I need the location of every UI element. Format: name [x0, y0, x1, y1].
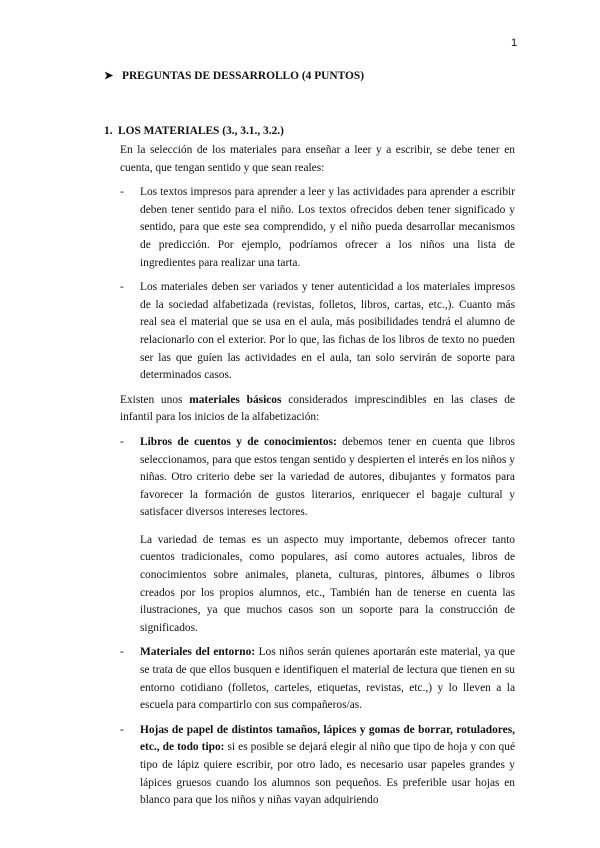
list-dash: - — [120, 646, 124, 659]
list-item — [120, 279, 515, 385]
list-item-text: debemos tener en cuenta que libros seleccionamos, para que estos tengan sentido y despierten el interés en los niños y niñas. Otro criterio debe ser la variedad de autores, dibujantes y formatos para favorecer la formación de gustos literarios, enriquecer el bagaje cultural y satisfacer diversos intereses lectores. — [140, 435, 515, 519]
main-heading — [104, 68, 364, 86]
list-item-bold-text: Hojas de papel de distintos tamaños, lápices y gomas de borrar, rotuladores, etc., de todo tipo: — [140, 723, 515, 754]
section-number: 1. — [104, 125, 113, 137]
basic-materials-paragraph — [120, 392, 515, 427]
list-item-sub-paragraph: La variedad de temas es un aspecto muy importante, debemos ofrecer tanto cuentos tradicionales, como populares, así como autores actuales, libros de conocimientos sobre animales, planeta, culturas, pintores, álbumes o libros creados por los propios alumnos, etc., También han de tenerse en cuenta las ilustraciones, ya que muchos casos son un soporte para la construcción de significados. — [140, 533, 515, 634]
paragraph-text: Existen unos — [120, 393, 190, 406]
paragraph-text: considerados imprescindibles en las clases de infantil para los inicios de la alfabetización: — [120, 393, 515, 424]
list-item-bold-text: Materiales del entorno: — [140, 646, 256, 659]
page-number: 1 — [511, 37, 518, 49]
intro-paragraph: En la selección de los materiales para enseñar a leer y a escribir, se debe tener en cuenta, que tengan sentido y que sean reales: — [120, 144, 515, 174]
list-dash: - — [120, 186, 124, 199]
main-heading-text: PREGUNTAS DE DESSARROLLO (4 PUNTOS) — [122, 70, 364, 82]
list-item — [120, 184, 515, 272]
arrow-bullet-icon: ➤ — [104, 70, 114, 82]
list-item — [120, 644, 515, 714]
list-dash: - — [120, 723, 124, 736]
list-item-text: Los materiales deben ser variados y tener autenticidad a los materiales impresos de la sociedad alfabetizada (revistas, folletos, libros, cartas, etc.,). Cuanto más real sea el material que se usa en el aula, más posibilidades tendrá el alumno de relacionarlo con el exterior. Por lo que, las fichas de los libros de texto no pueden ser las que guíen las actividades en el aula, tan solo servirán de soporte para determinados casos. — [140, 281, 515, 382]
list-item-text: Los niños serán quienes aportarán este material, ya que se trata de que ellos busquen e identifiquen el material de lectura que tienen en su entorno cotidiano (folletos, carteles, etiquetas, revistas, etc.,) y lo lleven a la escuela para compartirlo con sus compañeros/as. — [140, 646, 515, 712]
section-heading — [104, 123, 284, 141]
list-dash: - — [120, 435, 124, 448]
list-item-text: Los textos impresos para aprender a leer y las actividades para aprender a escribir deben tener sentido para el niño. Los textos ofrecidos deben tener significado y sentido, para que este sea comprendido, y el niño pueda desarrollar mecanismos de predicción. Por ejemplo, podríamos ofrecer a los niños una lista de ingredientes para realizar una tarta. — [140, 186, 515, 269]
list-item-bold-text: Libros de cuentos y de conocimientos: — [140, 435, 337, 448]
list-item — [120, 434, 515, 638]
list-item-text: si es posible se dejará elegir al niño que tipo de hoja y con qué tipo de lápiz quiere escribir, por otro lado, es necesario usar papeles grandes y lápices gruesos cuando los alumnos son pequeños. Es preferible usar hojas en blanco para que los niños y niñas vayan adquiriendo — [140, 741, 516, 807]
section-title: LOS MATERIALES (3., 3.1., 3.2.) — [118, 125, 284, 137]
document-body — [120, 142, 515, 817]
paragraph-bold-text: materiales básicos — [189, 393, 282, 406]
list-item — [120, 722, 515, 810]
list-dash: - — [120, 281, 124, 294]
